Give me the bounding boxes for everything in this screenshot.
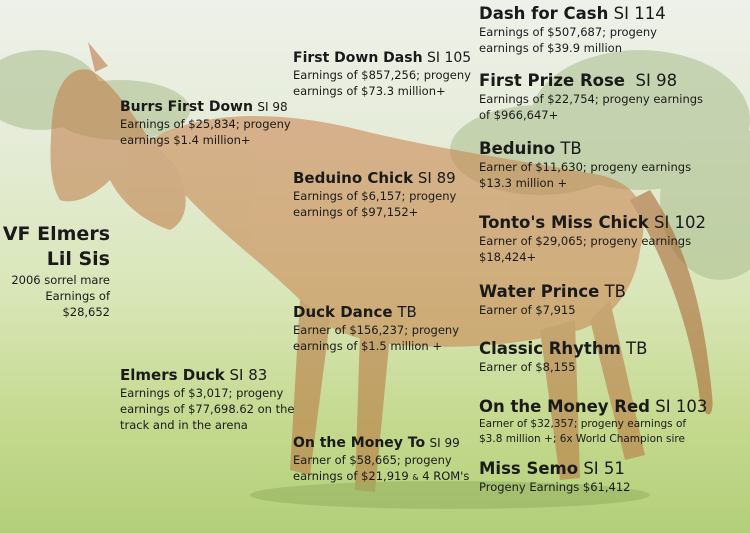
dam-speed-index: SI 83 xyxy=(229,366,268,384)
gg-entry-2 xyxy=(479,71,703,123)
dam-dam-detail-1: Earner of $58,665; progeny xyxy=(293,453,452,467)
gg-reg-7: SI 103 xyxy=(655,397,708,416)
dam-detail-1: Earnings of $3,017; progeny xyxy=(120,386,284,400)
dam-dam-detail-2a: earnings of $21,919 xyxy=(293,469,409,483)
gg-name-7: On the Money Red xyxy=(479,397,650,416)
gg-entry-4 xyxy=(479,213,706,265)
sire-speed-index: SI 98 xyxy=(257,100,288,114)
gg-detail-7b: $3.8 million +; 6x World Champion sire xyxy=(479,433,685,445)
dam-dam-detail-2b: 4 ROM's xyxy=(422,469,470,483)
dam-sire-detail-1: Earner of $156,237; progeny xyxy=(293,323,460,337)
dam-entry xyxy=(120,366,294,433)
subject-horse xyxy=(0,222,110,320)
subject-description: 2006 sorrel mare xyxy=(11,273,110,287)
sire-sire-name: First Down Dash xyxy=(293,50,423,66)
dam-sire-breed: TB xyxy=(397,303,417,321)
sire-dam-detail-1: Earnings of $6,157; progeny xyxy=(293,189,457,203)
dam-dam-detail-2 xyxy=(293,468,469,486)
dam-dam-entry xyxy=(293,434,469,486)
gg-entry-3 xyxy=(479,139,691,191)
sire-dam-detail-2: earnings of $97,152+ xyxy=(293,205,419,219)
sire-detail-1: Earnings of $25,834; progeny xyxy=(120,117,291,131)
gg-detail-2a: Earnings of $22,754; progeny earnings xyxy=(479,92,704,106)
gg-reg-6: TB xyxy=(626,339,648,358)
gg-detail-8a: Progeny Earnings $61,412 xyxy=(479,480,631,494)
gg-detail-6a: Earner of $8,155 xyxy=(479,360,576,374)
gg-reg-4: SI 102 xyxy=(653,213,707,232)
gg-entry-8 xyxy=(479,459,630,495)
gg-entry-7 xyxy=(479,397,707,447)
dam-dam-name: On the Money To xyxy=(293,435,426,451)
gg-name-4: Tonto's Miss Chick xyxy=(479,213,649,232)
dam-detail-3: track and in the arena xyxy=(120,418,248,432)
gg-entry-5 xyxy=(479,282,626,318)
gg-entry-6 xyxy=(479,339,647,375)
dam-dam-ampersand: & xyxy=(412,473,419,482)
gg-reg-5: TB xyxy=(604,282,626,301)
sire-sire-speed-index: SI 105 xyxy=(427,50,472,66)
gg-reg-3: TB xyxy=(560,139,582,158)
dam-sire-name: Duck Dance xyxy=(293,303,393,321)
gg-name-6: Classic Rhythm xyxy=(479,339,621,358)
gg-reg-2: SI 98 xyxy=(635,71,678,90)
gg-name-5: Water Prince xyxy=(479,282,600,301)
gg-detail-5a: Earner of $7,915 xyxy=(479,303,576,317)
gg-detail-2b: of $966,647+ xyxy=(479,108,559,122)
subject-name-line1: VF Elmers xyxy=(2,223,110,245)
gg-detail-7a: Earner of $32,357; progeny earnings of xyxy=(479,418,687,430)
subject-name-line2: Lil Sis xyxy=(46,248,110,270)
sire-name: Burrs First Down xyxy=(120,99,253,115)
gg-name-1: Dash for Cash xyxy=(479,4,609,23)
dam-detail-2: earnings of $77,698.62 on the xyxy=(120,402,295,416)
gg-detail-1a: Earnings of $507,687; progeny xyxy=(479,25,657,39)
gg-detail-4b: $18,424+ xyxy=(479,250,537,264)
gg-name-2: First Prize Rose xyxy=(479,71,625,90)
gg-name-8: Miss Semo xyxy=(479,459,579,478)
gg-reg-8: SI 51 xyxy=(583,459,625,478)
sire-dam-entry xyxy=(293,169,456,220)
sire-sire-detail-2: earnings of $73.3 million+ xyxy=(293,84,446,98)
gg-entry-1 xyxy=(479,4,666,56)
sire-sire-entry xyxy=(293,49,471,99)
sire-dam-name: Beduino Chick xyxy=(293,169,414,187)
gg-name-3: Beduino xyxy=(479,139,556,158)
dam-dam-speed-index: SI 99 xyxy=(429,436,460,450)
gg-detail-1b: earnings of $39.9 million xyxy=(479,41,622,55)
sire-detail-2: earnings $1.4 million+ xyxy=(120,133,251,147)
sire-entry xyxy=(120,98,291,148)
gg-detail-3b: $13.3 million + xyxy=(479,176,568,190)
gg-detail-3a: Earner of $11,630; progeny earnings xyxy=(479,160,692,174)
sire-dam-speed-index: SI 89 xyxy=(417,169,456,187)
dam-sire-detail-2: earnings of $1.5 million + xyxy=(293,339,442,353)
dam-name: Elmers Duck xyxy=(120,366,225,384)
sire-sire-detail-1: Earnings of $857,256; progeny xyxy=(293,68,471,82)
gg-reg-1: SI 114 xyxy=(613,4,666,23)
dam-sire-entry xyxy=(293,303,459,354)
subject-earnings: Earnings of $28,652 xyxy=(45,289,110,319)
gg-detail-4a: Earner of $29,065; progeny earnings xyxy=(479,234,692,248)
